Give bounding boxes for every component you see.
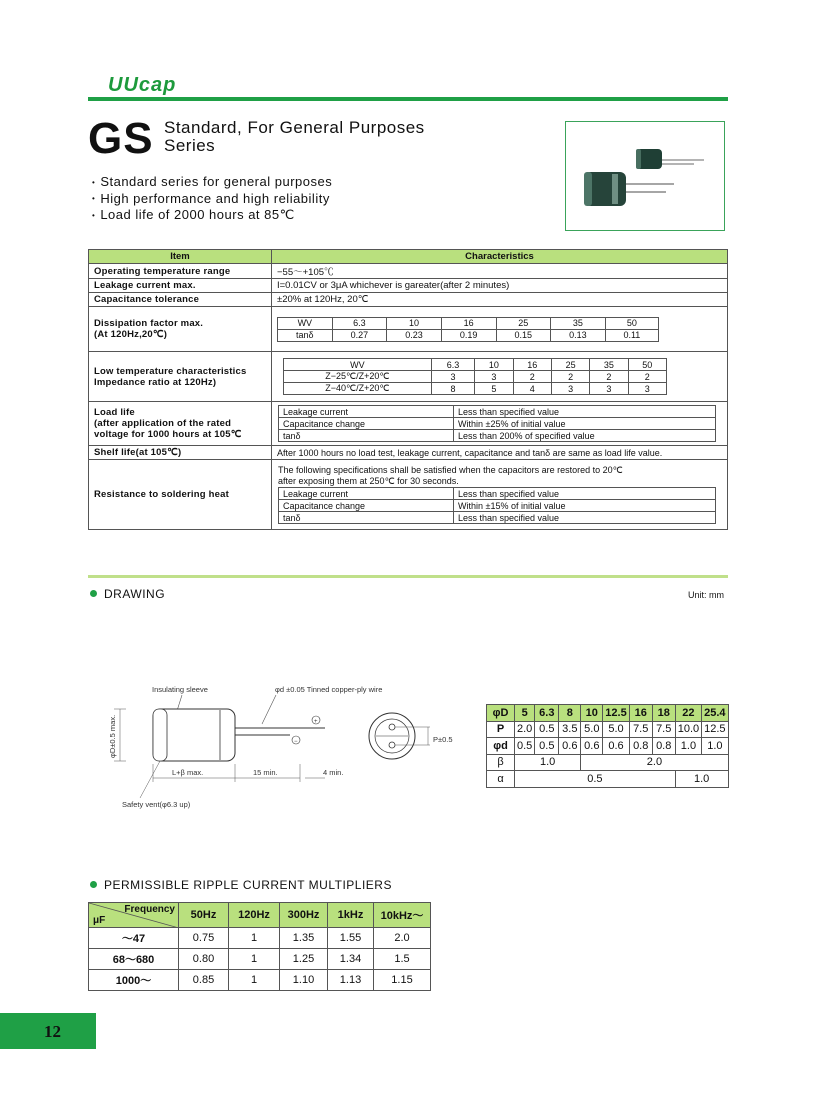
- ripple-range: 68～680: [89, 949, 179, 970]
- ripple-freq: 120Hz: [229, 903, 280, 928]
- bullet-icon: [90, 590, 97, 597]
- dim-value: 0.6: [559, 738, 581, 755]
- solder-item: Leakage current: [279, 488, 454, 500]
- wire-label: φd ±0.05 Tinned copper-ply wire: [275, 685, 383, 694]
- dim-header: 5: [515, 705, 535, 722]
- lowtemp-value: 3: [551, 383, 589, 395]
- plus-mark: +: [314, 719, 318, 725]
- lead-min-label: 4 min.: [323, 768, 344, 777]
- lowtemp-value: 3: [628, 383, 666, 395]
- lowtemp-value: 5: [475, 383, 513, 395]
- df-tan: 0.19: [441, 329, 496, 341]
- diameter-label: φD±0.5 max.: [108, 714, 117, 758]
- bullet-icon: [90, 881, 97, 888]
- dim-value: 2.0: [515, 721, 535, 738]
- loadlife-item: Leakage current: [279, 406, 454, 418]
- capacitor-drawing: [100, 680, 470, 820]
- lowtemp-row-label: Z−40℃/Z+20℃: [284, 383, 432, 395]
- dim-value: 0.8: [629, 738, 652, 755]
- spec-label: Leakage current max.: [89, 279, 272, 293]
- loadlife-item: Capacitance change: [279, 418, 454, 430]
- lowtemp-value: 3: [431, 371, 474, 383]
- spec-col-characteristics: Characteristics: [272, 250, 728, 264]
- ripple-table: [88, 902, 431, 991]
- dim-header: 25.4: [702, 705, 728, 722]
- loadlife-item: tanδ: [279, 430, 454, 442]
- df-tan-label: tanδ: [278, 329, 333, 341]
- ripple-freq: 1kHz: [328, 903, 374, 928]
- dim-value: 10.0: [675, 721, 701, 738]
- dim-header: 22: [675, 705, 701, 722]
- dim-value: 12.5: [702, 721, 728, 738]
- df-wv: 10: [387, 317, 442, 329]
- ripple-value: 1.13: [328, 970, 374, 991]
- lowtemp-value: 2: [513, 371, 551, 383]
- dim-value: 2.0: [581, 754, 728, 771]
- ripple-heading: [90, 878, 392, 892]
- dim-row-label: α: [487, 771, 515, 788]
- lowtemp-wv: 35: [590, 359, 628, 371]
- loadlife-label-line3: voltage for 1000 hours at 105℃: [94, 429, 242, 440]
- solder-note: after exposing them at 250℃ for 30 seconds.: [278, 476, 459, 486]
- lowtemp-wv: 25: [551, 359, 589, 371]
- lowtemp-wv-label: WV: [284, 359, 432, 371]
- spec-label-df: [89, 307, 272, 352]
- df-wv: 25: [496, 317, 551, 329]
- lowtemp-wv: 16: [513, 359, 551, 371]
- dim-row-label: φd: [487, 738, 515, 755]
- loadlife-criterion: Within ±25% of initial value: [454, 418, 716, 430]
- lowtemp-cell: [272, 352, 728, 402]
- df-tan: 0.15: [496, 329, 551, 341]
- ripple-title: PERMISSIBLE RIPPLE CURRENT MULTIPLIERS: [104, 878, 392, 892]
- feature-list: [92, 174, 332, 224]
- dim-value: 0.6: [581, 738, 603, 755]
- solder-cell: [272, 460, 728, 530]
- ripple-corner: [89, 903, 179, 928]
- ripple-value: 1.35: [280, 928, 328, 949]
- dim-value: 5.0: [581, 721, 603, 738]
- length-label: L+β max.: [172, 768, 204, 777]
- dim-value: 1.0: [515, 754, 581, 771]
- dim-header-label: φD: [487, 705, 515, 722]
- capacitor-photo: [565, 121, 725, 231]
- df-wv: 6.3: [332, 317, 387, 329]
- df-tan: 0.11: [605, 329, 658, 341]
- dim-value: 0.5: [535, 738, 559, 755]
- lowtemp-value: 2: [590, 371, 628, 383]
- dim-header: 8: [559, 705, 581, 722]
- solder-criterion: Less than specified value: [454, 488, 716, 500]
- df-tan: 0.27: [332, 329, 387, 341]
- spec-label: Capacitance tolerance: [89, 293, 272, 307]
- spec-col-item: Item: [89, 250, 272, 264]
- ripple-corner-bottom: μF: [93, 915, 106, 926]
- dim-value: 0.5: [535, 721, 559, 738]
- df-wv: 50: [605, 317, 658, 329]
- series-title-line1: Standard, For General Purposes: [164, 118, 425, 137]
- lowtemp-label-line1: Low temperature characteristics: [94, 365, 247, 377]
- df-label-line2: (At 120Hz,20℃): [94, 329, 168, 340]
- feature-item: • Standard series for general purposes: [92, 174, 332, 191]
- series-code: GS: [88, 114, 154, 163]
- lowtemp-table: [283, 358, 667, 395]
- solder-note: The following specifications shall be satisfied when the capacitors are restored to 20℃: [278, 465, 623, 475]
- lowtemp-value: 3: [590, 383, 628, 395]
- lead-length-label: 15 min.: [253, 768, 278, 777]
- spec-value: I=0.01CV or 3μA whichever is gareater(after 2 minutes): [272, 279, 728, 293]
- spec-value: −55～+105℃: [272, 264, 728, 279]
- dim-header: 10: [581, 705, 603, 722]
- spec-table: [88, 249, 728, 530]
- ripple-value: 1.5: [374, 949, 431, 970]
- dim-header: 16: [629, 705, 652, 722]
- dim-row-label: β: [487, 754, 515, 771]
- dim-header: 18: [652, 705, 675, 722]
- ripple-range: ～47: [89, 928, 179, 949]
- ripple-value: 1: [229, 970, 280, 991]
- spec-label-lowtemp: [89, 352, 272, 402]
- lowtemp-value: 2: [628, 371, 666, 383]
- ripple-value: 1.34: [328, 949, 374, 970]
- solder-item: tanδ: [279, 512, 454, 524]
- brand-logo: UUcap: [108, 74, 177, 96]
- ripple-value: 1: [229, 928, 280, 949]
- ripple-value: 2.0: [374, 928, 431, 949]
- solder-criterion: Less than specified value: [454, 512, 716, 524]
- ripple-range: 1000～: [89, 970, 179, 991]
- ripple-corner-top: Frequency: [124, 904, 175, 915]
- sleeve-label: Insulating sleeve: [152, 685, 208, 694]
- page-number: 12: [0, 1013, 96, 1049]
- spec-label-loadlife: [89, 402, 272, 446]
- ripple-value: 0.75: [179, 928, 229, 949]
- dim-value: 0.5: [515, 738, 535, 755]
- ripple-value: 1: [229, 949, 280, 970]
- dim-value: 3.5: [559, 721, 581, 738]
- dim-value: 7.5: [629, 721, 652, 738]
- df-wv: 35: [551, 317, 606, 329]
- drawing-title: DRAWING: [104, 587, 166, 601]
- ripple-freq: 10kHz～: [374, 903, 431, 928]
- dim-value: 1.0: [675, 771, 728, 788]
- lowtemp-wv: 50: [628, 359, 666, 371]
- ripple-value: 0.80: [179, 949, 229, 970]
- dim-value: 0.6: [603, 738, 629, 755]
- spec-value: ±20% at 120Hz, 20℃: [272, 293, 728, 307]
- solder-criterion: Within ±15% of initial value: [454, 500, 716, 512]
- df-tan: 0.23: [387, 329, 442, 341]
- lowtemp-label-line2: Impedance ratio at 120Hz): [94, 376, 217, 388]
- df-table: [277, 317, 659, 342]
- section-rule: [88, 575, 728, 578]
- spec-label: Operating temperature range: [89, 264, 272, 279]
- dim-header: 12.5: [603, 705, 629, 722]
- lowtemp-wv: 6.3: [431, 359, 474, 371]
- dim-value: 5.0: [603, 721, 629, 738]
- capacitor-image: [566, 122, 724, 230]
- spec-value: After 1000 hours no load test, leakage current, capacitance and tanδ are same as load life value.: [272, 446, 728, 460]
- lowtemp-value: 3: [475, 371, 513, 383]
- minus-mark: −: [294, 739, 298, 745]
- dim-header: 6.3: [535, 705, 559, 722]
- loadlife-criterion: Less than 200% of specified value: [454, 430, 716, 442]
- solder-table: [278, 487, 716, 524]
- header-rule: [88, 97, 728, 101]
- loadlife-cell: [272, 402, 728, 446]
- dim-value: 1.0: [702, 738, 728, 755]
- df-wv: 16: [441, 317, 496, 329]
- df-cell: [272, 307, 728, 352]
- loadlife-criterion: Less than specified value: [454, 406, 716, 418]
- ripple-value: 1.10: [280, 970, 328, 991]
- df-wv-label: WV: [278, 317, 333, 329]
- df-tan: 0.13: [551, 329, 606, 341]
- vent-label: Safety vent(φ6.3 up): [122, 800, 191, 809]
- ripple-value: 1.55: [328, 928, 374, 949]
- feature-item: • High performance and high reliability: [92, 191, 332, 208]
- unit-label: Unit: mm: [688, 590, 724, 600]
- df-label-line1: Dissipation factor max.: [94, 318, 204, 329]
- ripple-freq: 50Hz: [179, 903, 229, 928]
- lowtemp-value: 2: [551, 371, 589, 383]
- loadlife-label-line1: Load life: [94, 407, 135, 418]
- pitch-label: P±0.5: [433, 735, 453, 744]
- ripple-value: 1.15: [374, 970, 431, 991]
- drawing-heading: [90, 587, 165, 601]
- lowtemp-row-label: Z−25℃/Z+20℃: [284, 371, 432, 383]
- feature-item: • Load life of 2000 hours at 85℃: [92, 207, 332, 224]
- dim-value: 7.5: [652, 721, 675, 738]
- lowtemp-wv: 10: [475, 359, 513, 371]
- dim-value: 0.5: [515, 771, 676, 788]
- ripple-value: 0.85: [179, 970, 229, 991]
- dim-value: 0.8: [652, 738, 675, 755]
- series-title-line2: Series: [164, 136, 216, 155]
- dim-value: 1.0: [675, 738, 701, 755]
- spec-label: Shelf life(at 105℃): [89, 446, 272, 460]
- ripple-freq: 300Hz: [280, 903, 328, 928]
- loadlife-label-line2: (after application of the rated: [94, 418, 232, 429]
- lowtemp-value: 4: [513, 383, 551, 395]
- dim-row-label: P: [487, 721, 515, 738]
- ripple-value: 1.25: [280, 949, 328, 970]
- lowtemp-value: 8: [431, 383, 474, 395]
- spec-label: Resistance to soldering heat: [89, 460, 272, 530]
- series-title: [164, 119, 425, 155]
- solder-item: Capacitance change: [279, 500, 454, 512]
- loadlife-table: [278, 405, 716, 442]
- dimensions-table: [486, 704, 729, 788]
